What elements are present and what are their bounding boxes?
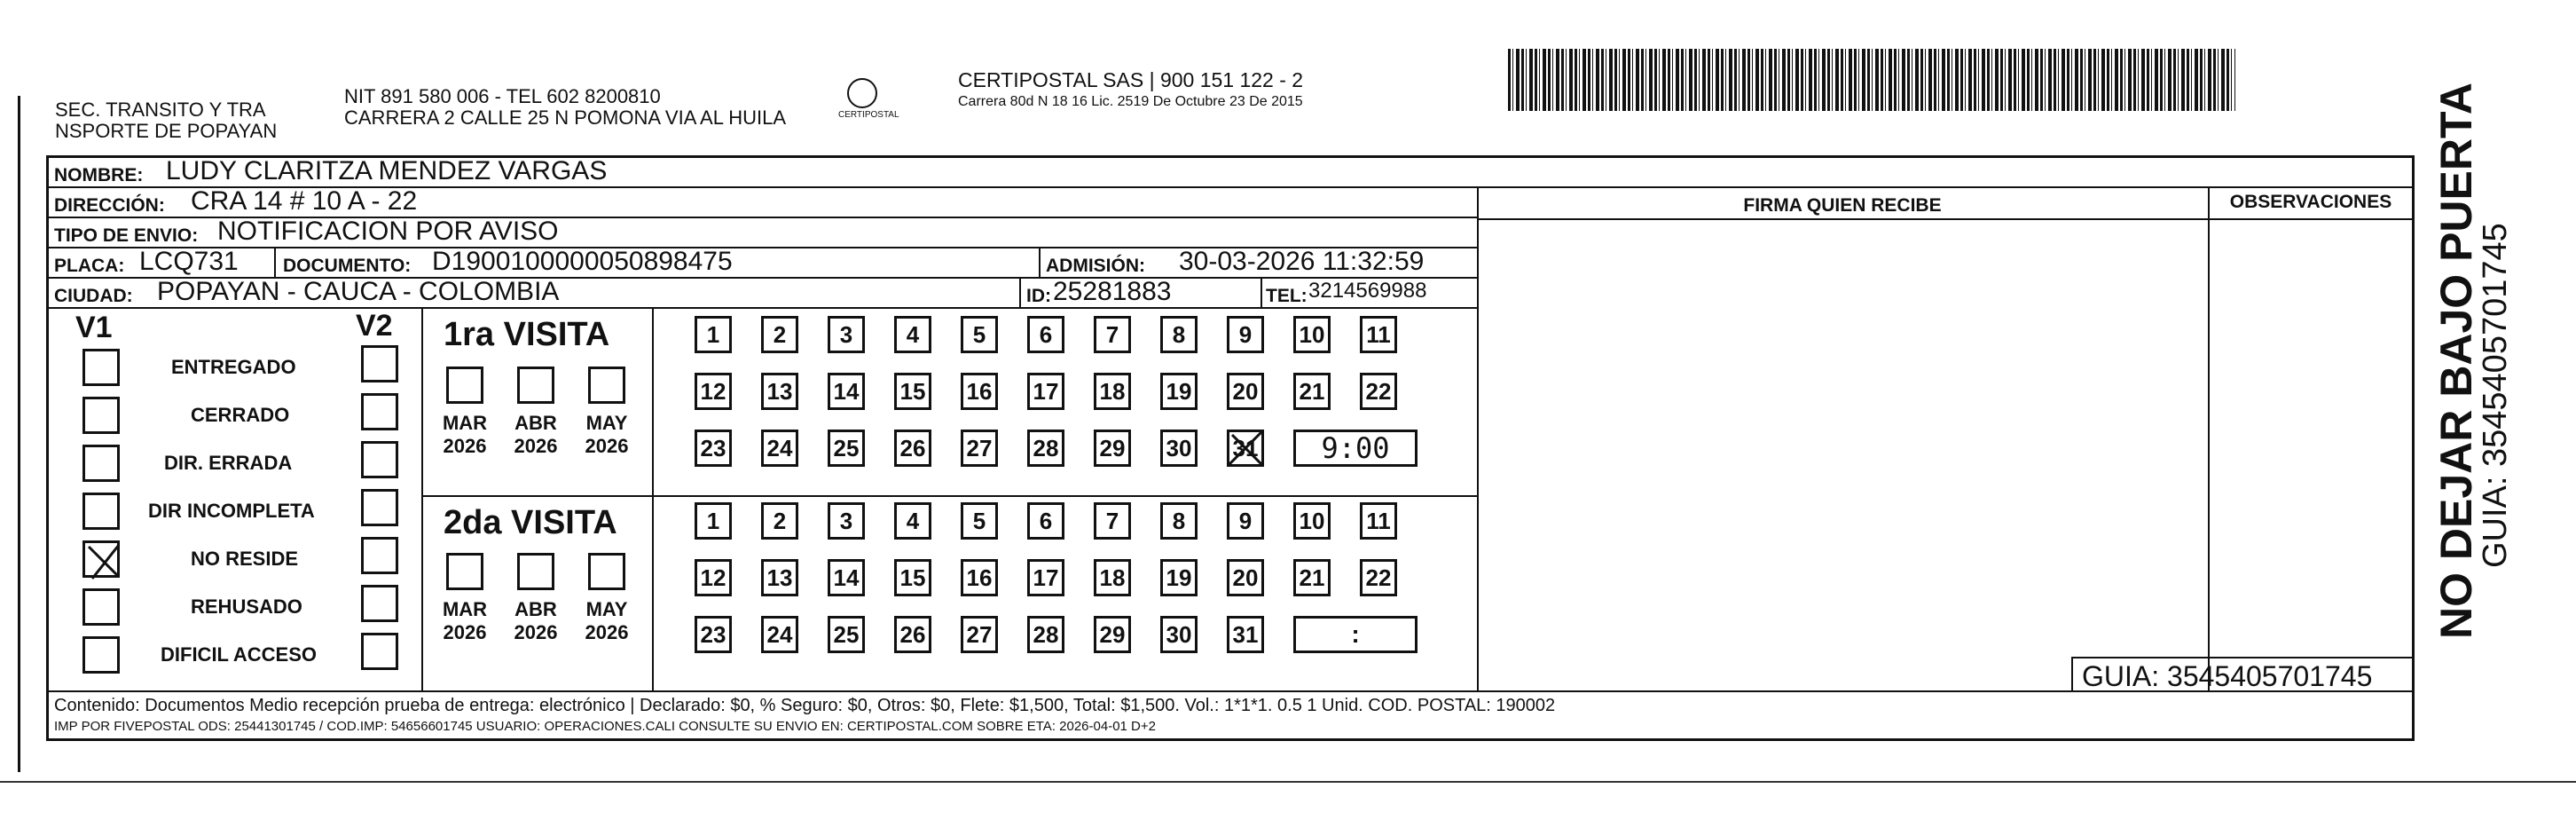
day-number: 9: [1238, 320, 1253, 348]
documento-value: D1900100000050898475: [432, 248, 733, 276]
day-box[interactable]: [1094, 373, 1131, 410]
time-box[interactable]: [1293, 616, 1418, 653]
day-number: 5: [972, 507, 986, 534]
delivery-form: [46, 155, 2415, 741]
guia-box: GUIA: 3545405701745: [2082, 660, 2373, 692]
day-number: 15: [899, 377, 926, 405]
certipostal-logo-icon: [847, 78, 877, 108]
day-number: 2: [773, 507, 787, 534]
day-number: 14: [833, 377, 860, 405]
month-label: MAR: [442, 412, 488, 434]
year-label: 2026: [514, 621, 558, 643]
id-label: ID:: [1026, 286, 1051, 306]
month-checkbox[interactable]: [588, 553, 625, 590]
day-box[interactable]: [761, 559, 798, 596]
day-box[interactable]: [1360, 502, 1397, 540]
day-box[interactable]: [761, 316, 798, 353]
v2-checkbox[interactable]: [361, 489, 398, 526]
day-box[interactable]: [1360, 316, 1397, 353]
year-label: 2026: [585, 621, 629, 643]
day-box[interactable]: [1360, 559, 1397, 596]
day-number: 31: [1232, 434, 1259, 461]
day-box[interactable]: [1027, 559, 1064, 596]
day-number: 15: [899, 564, 926, 591]
day-number: 11: [1366, 320, 1391, 348]
month-label: MAR: [442, 598, 488, 620]
day-box[interactable]: [1027, 502, 1064, 540]
time-value: 9:00: [1321, 431, 1390, 465]
status-label: NO RESIDE: [191, 548, 299, 570]
admision-value: 30-03-2026 11:32:59: [1179, 248, 1425, 276]
day-number: 19: [1166, 564, 1192, 591]
day-box[interactable]: [695, 430, 732, 467]
day-number: 30: [1166, 620, 1192, 648]
day-box[interactable]: [894, 559, 931, 596]
day-box[interactable]: [1094, 559, 1131, 596]
admision-label: ADMISIÓN:: [1046, 256, 1145, 276]
day-number: 26: [899, 434, 926, 461]
month-checkbox[interactable]: [446, 367, 483, 404]
day-number: 25: [833, 620, 860, 648]
ciudad-label: CIUDAD:: [54, 286, 133, 306]
month-checkbox[interactable]: [517, 553, 554, 590]
v1-checkbox[interactable]: [82, 349, 120, 386]
v1-checkbox[interactable]: [82, 588, 120, 626]
time-box[interactable]: [1293, 430, 1418, 467]
day-number: 7: [1105, 320, 1119, 348]
observaciones-header: OBSERVACIONES: [2229, 192, 2392, 212]
day-number: 16: [966, 377, 993, 405]
placa-value: LCQ731: [139, 248, 239, 276]
company-line: CERTIPOSTAL SAS | 900 151 122 - 2: [958, 68, 1304, 91]
cross-mark-icon: [1227, 430, 1264, 467]
first-visit-title: 1ra VISITA: [444, 316, 610, 353]
day-number: 17: [1033, 564, 1059, 591]
v1-checkbox[interactable]: [82, 445, 120, 482]
day-box[interactable]: [828, 559, 865, 596]
day-box[interactable]: [1094, 502, 1131, 540]
year-label: 2026: [514, 435, 558, 457]
day-box[interactable]: [894, 616, 931, 653]
day-box[interactable]: [961, 316, 998, 353]
status-label: DIR. ERRADA: [164, 452, 293, 474]
day-box[interactable]: [1293, 502, 1331, 540]
day-number: 4: [906, 320, 920, 348]
day-box[interactable]: [1094, 616, 1131, 653]
day-number: 17: [1033, 377, 1059, 405]
v2-checkbox[interactable]: [361, 537, 398, 574]
v2-checkbox[interactable]: [361, 345, 398, 382]
direccion-label: DIRECCIÓN:: [54, 195, 165, 216]
v2-checkbox[interactable]: [361, 441, 398, 478]
day-number: 1: [706, 507, 720, 534]
documento-label: DOCUMENTO:: [283, 256, 412, 276]
side-title: NO DEJAR BAJO PUERTA: [2431, 83, 2481, 639]
side-guia: GUIA: 3545405701745: [2477, 223, 2514, 568]
time-value: :: [1351, 620, 1360, 648]
day-box[interactable]: [828, 616, 865, 653]
check-mark-icon: [85, 543, 122, 580]
day-box[interactable]: [828, 316, 865, 353]
day-number: 28: [1033, 620, 1059, 648]
day-box[interactable]: [1094, 430, 1131, 467]
day-number: 18: [1099, 564, 1126, 591]
tel-value: 3214569988: [1308, 279, 1427, 303]
day-box[interactable]: [1027, 316, 1064, 353]
day-number: 2: [773, 320, 787, 348]
day-box[interactable]: [1027, 616, 1064, 653]
id-value: 25281883: [1053, 279, 1172, 306]
day-box[interactable]: [1227, 316, 1264, 353]
day-box[interactable]: [695, 316, 732, 353]
day-number: 9: [1238, 507, 1253, 534]
direccion-value: CRA 14 # 10 A - 22: [191, 188, 418, 216]
day-box[interactable]: [961, 559, 998, 596]
day-box[interactable]: [1160, 316, 1198, 353]
v1-header: V1: [75, 311, 113, 344]
month-label: MAY: [585, 412, 628, 434]
day-box[interactable]: [1227, 502, 1264, 540]
status-label: CERRADO: [191, 404, 290, 426]
day-number: 16: [966, 564, 993, 591]
day-box[interactable]: [828, 430, 865, 467]
v2-checkbox[interactable]: [361, 585, 398, 622]
day-number: 22: [1365, 564, 1392, 591]
day-box[interactable]: [1027, 373, 1064, 410]
month-checkbox[interactable]: [588, 367, 625, 404]
day-number: 8: [1172, 507, 1186, 534]
month-checkbox[interactable]: [446, 553, 483, 590]
imp-line: IMP POR FIVEPOSTAL ODS: 25441301745 / COD.IMP: 54656601745 USUARIO: OPERACIONES.CALI CONSULTE SU ENVIO EN: CERTIPOSTAL.COM SOBRE ETA: 2026-04-01 D+2: [54, 719, 1156, 734]
year-label: 2026: [585, 435, 629, 457]
row-nombre: [49, 158, 2413, 188]
day-box[interactable]: [695, 616, 732, 653]
day-box[interactable]: [761, 373, 798, 410]
v1-checkbox[interactable]: [82, 636, 120, 674]
day-box[interactable]: [695, 373, 732, 410]
day-box[interactable]: [1227, 430, 1264, 467]
v2-checkbox[interactable]: [361, 393, 398, 430]
row-tipo-envio: [49, 218, 1477, 248]
v2-header: V2: [356, 309, 393, 343]
day-number: 25: [833, 434, 860, 461]
day-box[interactable]: [1227, 559, 1264, 596]
day-number: 30: [1166, 434, 1192, 461]
day-number: 21: [1299, 377, 1325, 405]
visit-area: [49, 309, 1477, 690]
day-number: 20: [1232, 564, 1259, 591]
bottom-cut-line: [0, 781, 2576, 783]
v1-checkbox[interactable]: [82, 493, 120, 530]
month-label: ABR: [514, 598, 557, 620]
day-box[interactable]: [1293, 373, 1331, 410]
day-box[interactable]: [961, 616, 998, 653]
sender-entity-line2: NSPORTE DE POPAYAN: [55, 120, 278, 142]
day-box[interactable]: [1160, 559, 1198, 596]
day-number: 12: [700, 564, 726, 591]
day-box[interactable]: [894, 430, 931, 467]
day-number: 21: [1299, 564, 1325, 591]
day-box[interactable]: [1027, 430, 1064, 467]
day-number: 23: [700, 434, 726, 461]
day-box[interactable]: [828, 502, 865, 540]
day-number: 5: [972, 320, 986, 348]
day-number: 1: [706, 320, 720, 348]
day-box[interactable]: [1293, 559, 1331, 596]
day-number: 12: [700, 377, 726, 405]
company-address: Carrera 80d N 18 16 Lic. 2519 De Octubre 23 De 2015: [958, 94, 1303, 109]
v1-checkbox[interactable]: [82, 397, 120, 434]
day-box[interactable]: [1094, 316, 1131, 353]
status-label: DIR INCOMPLETA: [148, 500, 315, 522]
day-number: 24: [766, 434, 793, 461]
day-number: 28: [1033, 434, 1059, 461]
day-box[interactable]: [695, 502, 732, 540]
day-number: 6: [1039, 320, 1053, 348]
v2-checkbox[interactable]: [361, 633, 398, 670]
status-label: ENTREGADO: [171, 356, 296, 378]
day-number: 23: [700, 620, 726, 648]
day-number: 19: [1166, 377, 1192, 405]
day-number: 14: [833, 564, 860, 591]
day-number: 11: [1366, 507, 1391, 534]
sender-entity-line1: SEC. TRANSITO Y TRA: [55, 99, 266, 121]
row-direccion: [49, 188, 1477, 218]
contenido-line: Contenido: Documentos Medio recepción prueba de entrega: electrónico | Declarado: $0, % Seguro: $0, Otros: $0, Flete: $1,500, Total: $1,500. Vol.: 1*1*1. 0.5 1 Unid. COD. POSTAL: 190002: [54, 696, 1556, 715]
day-box[interactable]: [761, 430, 798, 467]
day-box[interactable]: [1360, 373, 1397, 410]
status-label: REHUSADO: [191, 595, 302, 618]
month-label: ABR: [514, 412, 557, 434]
day-box[interactable]: [961, 502, 998, 540]
day-box[interactable]: [1160, 616, 1198, 653]
day-box[interactable]: [1160, 502, 1198, 540]
day-box[interactable]: [1293, 316, 1331, 353]
row-ciudad: [49, 279, 1477, 309]
sender-nit: NIT 891 580 006 - TEL 602 8200810: [344, 85, 661, 107]
day-box[interactable]: [1227, 373, 1264, 410]
nombre-value: LUDY CLARITZA MENDEZ VARGAS: [166, 158, 608, 185]
day-number: 22: [1365, 377, 1392, 405]
day-box[interactable]: [1160, 373, 1198, 410]
day-number: 3: [839, 507, 853, 534]
day-number: 13: [766, 377, 793, 405]
tipo-value: NOTIFICACION POR AVISO: [217, 218, 559, 246]
day-number: 27: [966, 620, 993, 648]
second-visit-title: 2da VISITA: [444, 504, 617, 541]
year-label: 2026: [443, 435, 487, 457]
day-box[interactable]: [761, 616, 798, 653]
logo-text: CERTIPOSTAL: [838, 110, 899, 120]
month-label: MAY: [585, 598, 628, 620]
tipo-label: TIPO DE ENVIO:: [54, 225, 199, 246]
day-number: 26: [899, 620, 926, 648]
day-box[interactable]: [961, 430, 998, 467]
day-number: 29: [1099, 620, 1126, 648]
firma-header: FIRMA QUIEN RECIBE: [1743, 195, 1942, 216]
ciudad-value: POPAYAN - CAUCA - COLOMBIA: [157, 279, 560, 306]
status-label: DIFICIL ACCESO: [161, 643, 318, 666]
day-box[interactable]: [1160, 430, 1198, 467]
day-box[interactable]: [761, 502, 798, 540]
day-box[interactable]: [894, 502, 931, 540]
row-placa: [49, 248, 1477, 279]
year-label: 2026: [443, 621, 487, 643]
day-number: 20: [1232, 377, 1259, 405]
day-box[interactable]: [1227, 616, 1264, 653]
barcode: [1508, 49, 2235, 111]
day-number: 10: [1299, 320, 1325, 348]
day-box[interactable]: [894, 373, 931, 410]
day-number: 18: [1099, 377, 1126, 405]
day-number: 31: [1232, 620, 1259, 648]
sender-address: CARRERA 2 CALLE 25 N POMONA VIA AL HUILA: [344, 106, 787, 129]
day-box[interactable]: [961, 373, 998, 410]
day-box[interactable]: [894, 316, 931, 353]
day-number: 7: [1105, 507, 1119, 534]
nombre-label: NOMBRE:: [54, 165, 144, 185]
day-number: 6: [1039, 507, 1053, 534]
left-margin-line: [18, 96, 20, 772]
day-number: 13: [766, 564, 793, 591]
tel-label: TEL:: [1266, 286, 1308, 306]
day-box[interactable]: [695, 559, 732, 596]
month-checkbox[interactable]: [517, 367, 554, 404]
placa-label: PLACA:: [54, 256, 125, 276]
day-number: 29: [1099, 434, 1126, 461]
day-number: 24: [766, 620, 793, 648]
day-number: 8: [1172, 320, 1186, 348]
day-box[interactable]: [828, 373, 865, 410]
day-number: 4: [906, 507, 920, 534]
day-number: 10: [1299, 507, 1325, 534]
day-number: 3: [839, 320, 853, 348]
day-number: 27: [966, 434, 993, 461]
v1-checkbox[interactable]: [82, 540, 120, 578]
